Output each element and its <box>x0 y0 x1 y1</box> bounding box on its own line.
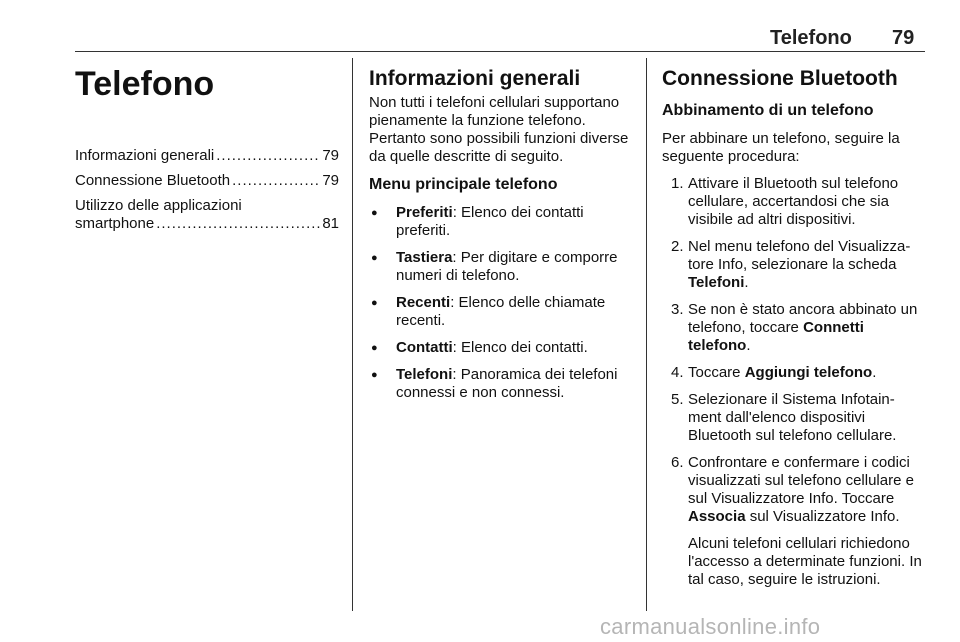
toc-item-label: Utilizzo delle applicazioni <box>75 197 242 214</box>
definition: : Elenco delle chiamate recenti. <box>396 294 606 329</box>
watermark: carmanualsonline.info <box>600 614 821 639</box>
toc-item-label: Informazioni generali <box>75 147 215 164</box>
list-item <box>369 249 635 285</box>
header-rule <box>75 51 925 52</box>
list-item <box>369 366 635 402</box>
toc-leader-dots <box>156 215 320 233</box>
step-item <box>662 364 928 382</box>
step-text: Selezionare il Sistema Infotain-ment dall'elenco dispositivi Bluetooth sul telefono cellulare. <box>688 391 897 444</box>
toc-leader-dots <box>232 172 320 190</box>
definition: : Panoramica dei telefoni connessi e non connessi. <box>396 366 618 401</box>
toc-item[interactable] <box>75 172 339 190</box>
step-number: 4. <box>671 364 684 381</box>
term: Contatti <box>396 339 453 356</box>
toc-item-label: Connessione Bluetooth <box>75 172 231 189</box>
step-number: 6. <box>671 454 684 471</box>
step-text-end: sul Visualizzatore Info. <box>745 508 900 525</box>
ui-term: Connetti telefono <box>688 319 864 354</box>
step-text-end: . <box>872 364 877 381</box>
step-number: 5. <box>671 391 684 408</box>
paragraph: Pertanto sono possibili funzioni diverse da quelle descritte di seguito. <box>369 130 629 165</box>
toc-item-page: 79 <box>322 172 339 189</box>
step-text: Toccare <box>688 364 745 381</box>
step-text: Attivare il Bluetooth sul telefono cellulare, accertandosi che sia visibile ad altri dispositivi. <box>688 175 899 228</box>
paragraph: Per abbinare un telefono, seguire la seguente procedura: <box>662 130 900 165</box>
ui-term: Associa <box>688 508 746 525</box>
list-item <box>369 339 635 357</box>
toc-item[interactable] <box>75 197 339 233</box>
step-item <box>662 238 928 292</box>
page-number: 79 <box>892 27 915 49</box>
step-item <box>662 175 928 229</box>
running-header-title: Telefono <box>770 27 852 49</box>
ui-term: Aggiungi telefono <box>744 364 873 381</box>
section-title: Informazioni generali <box>369 67 581 90</box>
subsection-title: Abbinamento di un telefono <box>662 102 874 119</box>
chapter-title: Telefono <box>75 65 215 103</box>
term: Telefoni <box>396 366 453 383</box>
step-text: Nel menu telefono del Visualizza-tore Info, selezionare la scheda <box>688 238 911 273</box>
toc-item-page: 79 <box>322 147 339 164</box>
column-divider-2 <box>646 58 647 611</box>
term: Recenti <box>396 294 451 311</box>
toc-leader-dots <box>216 147 320 165</box>
section-title: Connessione Bluetooth <box>662 67 898 90</box>
paragraph: Non tutti i telefoni cellulari supportano pienamente la funzione telefono. <box>369 94 620 129</box>
step-text-end: . <box>746 337 751 354</box>
list-item <box>369 204 635 240</box>
subsection-title: Menu principale telefono <box>369 176 558 193</box>
step-text-end: . <box>744 274 749 291</box>
definition: : Per digitare e comporre numeri di telefono. <box>396 249 618 284</box>
toc-item-label-cont: smartphone <box>75 215 155 232</box>
step-number: 3. <box>671 301 684 318</box>
step-number: 1. <box>671 175 684 192</box>
step-item <box>662 301 928 355</box>
table-of-contents <box>75 147 339 233</box>
term: Preferiti <box>396 204 453 221</box>
ui-term: Telefoni <box>688 274 745 291</box>
bullet-list <box>369 204 635 402</box>
step-list <box>662 175 928 589</box>
column-bluetooth <box>662 60 928 598</box>
step-item <box>662 454 928 589</box>
definition: : Elenco dei contatti preferiti. <box>396 204 584 239</box>
column-general-info <box>369 60 635 411</box>
toc-item-page: 81 <box>322 215 339 232</box>
step-text: Confrontare e confermare i codici visualizzati sul telefono cellulare e sul Visualizzatore Info. Toccare <box>688 454 914 507</box>
toc-item[interactable] <box>75 147 339 165</box>
step-item <box>662 391 928 445</box>
step-text: Se non è stato ancora abbinato un telefono, toccare <box>688 301 918 336</box>
step-note: Alcuni telefoni cellulari richiedono l'accesso a determinate funzioni. In tal caso, seguire le istruzioni. <box>688 535 922 588</box>
step-number: 2. <box>671 238 684 255</box>
term: Tastiera <box>396 249 453 266</box>
list-item <box>369 294 635 330</box>
column-toc <box>75 60 339 240</box>
definition: : Elenco dei contatti. <box>452 339 588 356</box>
column-divider-1 <box>352 58 353 611</box>
